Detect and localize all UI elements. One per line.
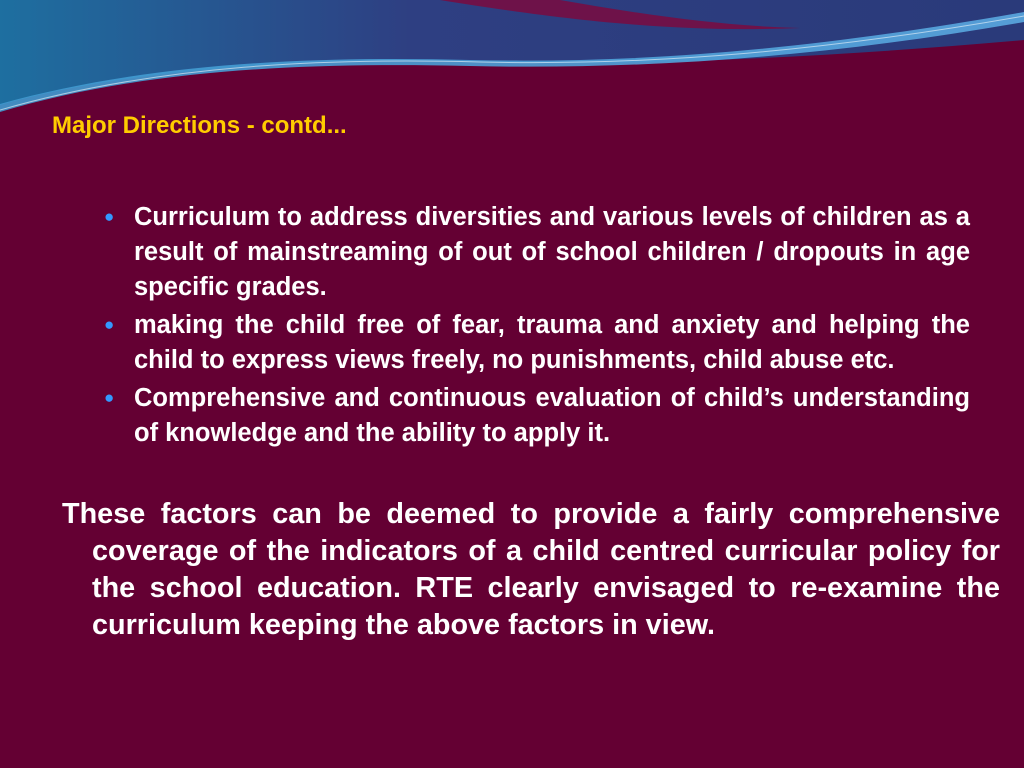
- slide-title: Major Directions - contd...: [52, 112, 347, 139]
- bullet-item: [104, 381, 970, 451]
- bullet-text: making the child free of fear, trauma and anxiety and helping the child to express views freely, no punishments, child abuse etc.: [134, 311, 970, 374]
- bullet-dot-icon: ●: [104, 207, 115, 226]
- bullet-list: [104, 200, 970, 454]
- summary-paragraph: These factors can be deemed to provide a fairly comprehensive coverage of the indicators of a child centred curricular policy for the school education. RTE clearly envisaged to re-examine the curriculum keeping the above factors in view.: [62, 498, 1000, 641]
- bullet-item: [104, 200, 970, 305]
- bullet-dot-icon: ●: [104, 315, 115, 334]
- bullet-text: Curriculum to address diversities and various levels of children as a result of mainstreaming of out of school children / dropouts in age specific grades.: [134, 203, 970, 301]
- bullet-item: [104, 308, 970, 378]
- header-band-dark: [0, 0, 1024, 105]
- header-wave-decoration: [0, 0, 1024, 120]
- bullet-text: Comprehensive and continuous evaluation of child’s understanding of knowledge and the ability to apply it.: [134, 384, 970, 447]
- bullet-dot-icon: ●: [104, 388, 115, 407]
